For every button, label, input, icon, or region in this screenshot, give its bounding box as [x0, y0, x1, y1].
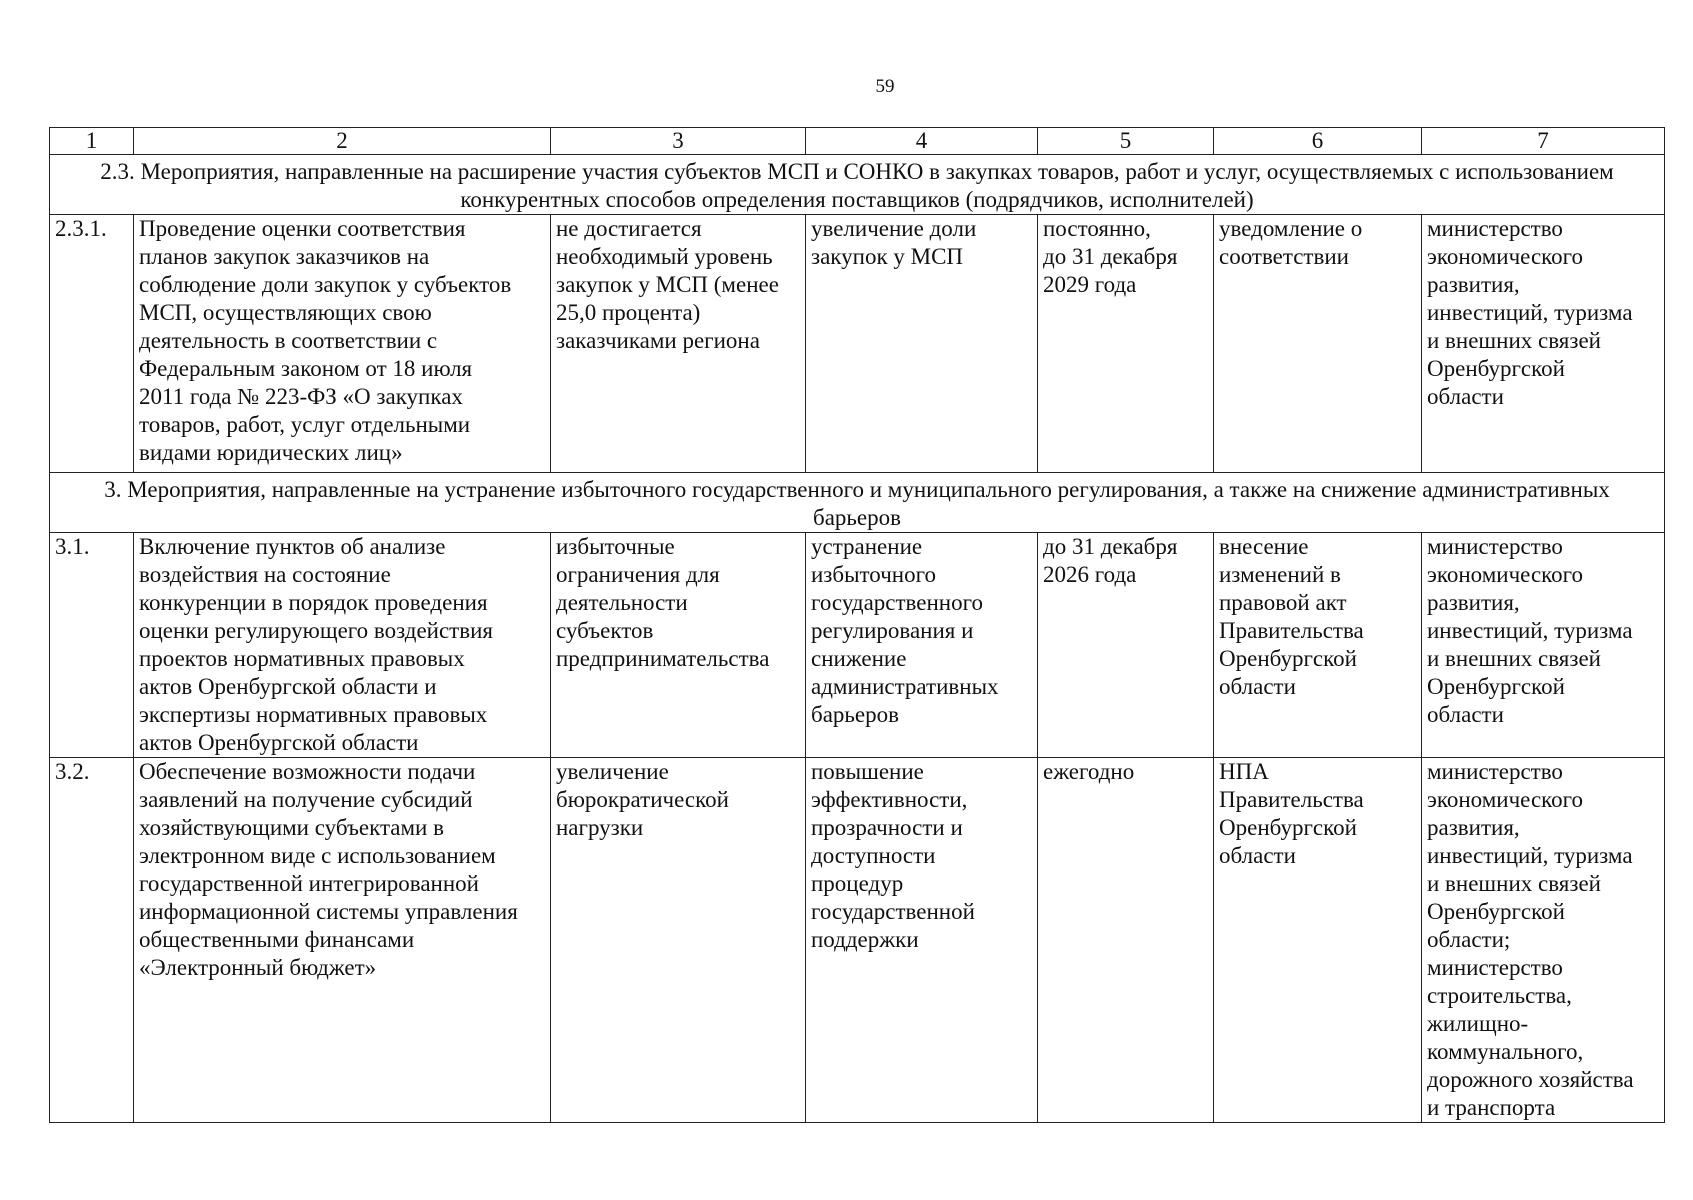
deadline-text: ежегодно [1043, 759, 1135, 784]
column-number: 2 [134, 128, 551, 155]
measure-text: Обеспечение возможности подачи заявлений на получение субсидий хозяйствующими субъектами в электронном виде с использованием государственной интегрированной информационной системы управления общественными финансами «Электронный бюджет» [139, 759, 518, 980]
result-text: увеличение доли закупок у МСП [811, 216, 977, 269]
document-text: внесение изменений в правовой акт Правительства Оренбургской области [1219, 534, 1364, 699]
result-text: устранение избыточного государственного регулирования и снижение административных барьеров [811, 534, 999, 727]
column-number: 1 [50, 128, 134, 155]
column-number: 3 [551, 128, 806, 155]
problem-text: увеличение бюрократической нагрузки [556, 759, 729, 840]
document-text: НПА Правительства Оренбургской области [1219, 759, 1364, 868]
problem-text: не достигается необходимый уровень закупок у МСП (менее 25,0 процента) заказчиками региона [556, 216, 779, 353]
measure-text: Проведение оценки соответствия планов закупок заказчиков на соблюдение доли закупок у субъектов МСП, осуществляющих свою деятельность в соответствии с Федеральным законом от 18 июля 2011 года № 223-ФЗ «О закупках товаров, работ, услуг отдельными видами юридических лиц» [139, 216, 512, 465]
deadline-text: до 31 декабря 2026 года [1043, 534, 1178, 587]
row-number: 3.1. [50, 533, 134, 758]
column-number: 6 [1214, 128, 1422, 155]
deadline-text: постоянно, до 31 декабря 2029 года [1043, 216, 1178, 297]
executor-text: министерство экономического развития, инвестиций, туризма и внешних связей Оренбургской области; министерство строительства, жилищно- коммунального, дорожного хозяйства и транспорта [1427, 759, 1634, 1120]
table-row [50, 758, 1665, 1123]
section-title: 2.3. Мероприятия, направленные на расширение участия субъектов МСП и СОНКО в закупках товаров, работ и услуг, осуществляемых с использованием конкурентных способов определения поставщиков (подрядчиков, исполнителей) [50, 155, 1665, 215]
measure-text: Включение пунктов об анализе воздействия на состояние конкуренции в порядок проведения оценки регулирующего воздействия проектов нормативных правовых актов Оренбургской области и экспертизы нормативных правовых актов Оренбургской области [139, 534, 493, 755]
executor-text: министерство экономического развития, инвестиций, туризма и внешних связей Оренбургской области [1427, 216, 1633, 409]
section-heading-row [50, 155, 1665, 215]
executor-text: министерство экономического развития, инвестиций, туризма и внешних связей Оренбургской области [1427, 534, 1633, 727]
problem-text: избыточные ограничения для деятельности субъектов предпринимательства [556, 534, 770, 671]
page-number: 59 [875, 76, 895, 97]
table-row [50, 533, 1665, 758]
measures-table [49, 127, 1665, 1123]
table-row [50, 215, 1665, 473]
column-number: 4 [806, 128, 1038, 155]
section-heading-row [50, 473, 1665, 533]
document-text: уведомление о соответствии [1219, 216, 1363, 269]
column-number: 7 [1422, 128, 1665, 155]
row-number: 2.3.1. [50, 215, 134, 473]
column-number: 5 [1038, 128, 1214, 155]
row-number: 3.2. [50, 758, 134, 1123]
result-text: повышение эффективности, прозрачности и доступности процедур государственной поддержки [811, 759, 975, 952]
column-number-row [50, 128, 1665, 155]
section-title: 3. Мероприятия, направленные на устранение избыточного государственного и муниципального регулирования, а также на снижение административных барьеров [50, 473, 1665, 533]
